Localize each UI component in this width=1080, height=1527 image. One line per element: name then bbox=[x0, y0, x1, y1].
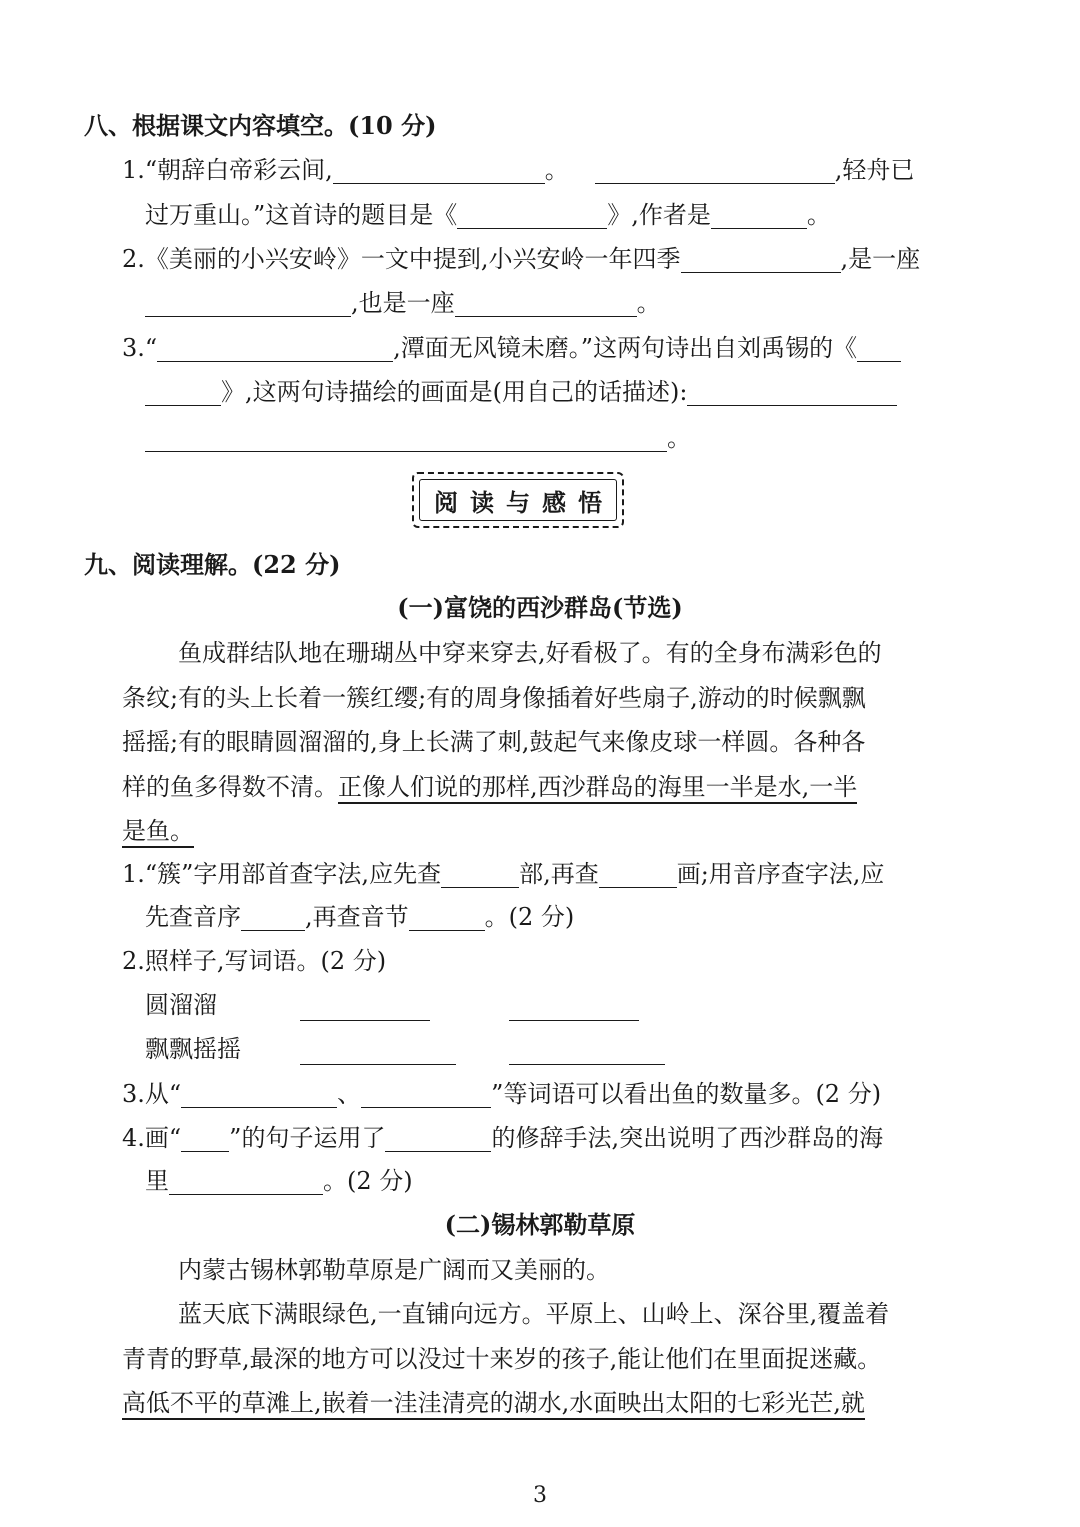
passage-2-title: (二)锡林郭勒草原 bbox=[444, 1210, 636, 1239]
s8-q1-text-c: ,轻舟已 bbox=[834, 156, 915, 184]
s8-q1-text-b: 。 bbox=[544, 156, 569, 184]
s8-q3-line3 bbox=[145, 420, 691, 456]
answer-blank[interactable] bbox=[385, 1125, 491, 1152]
underline-sample bbox=[181, 1125, 229, 1152]
s9-q2-example-2: 飘飘摇摇 bbox=[145, 1035, 241, 1063]
answer-blank[interactable] bbox=[509, 1038, 665, 1065]
s9-q1-text-f: 。(2 分) bbox=[484, 903, 575, 931]
s9-q3-text-b: 、 bbox=[337, 1080, 362, 1108]
passage-1-line bbox=[122, 813, 194, 849]
s9-q1-text-d: 先查音序 bbox=[145, 903, 241, 931]
underlined-sentence: 高低不平的草滩上,嵌着一洼洼清亮的湖水,水面映出太阳的七彩光芒,就 bbox=[122, 1389, 865, 1420]
passage-1-line: 鱼成群结队地在珊瑚丛中穿来穿去,好看极了。有的全身布满彩色的 bbox=[178, 639, 882, 667]
answer-blank[interactable] bbox=[300, 994, 430, 1021]
answer-blank[interactable] bbox=[300, 1038, 456, 1065]
s8-q1-text-e: 》,作者是 bbox=[607, 201, 711, 229]
s8-q1-line2 bbox=[145, 197, 831, 233]
s9-q2-example-1: 圆溜溜 bbox=[145, 991, 217, 1019]
passage-2-line: 内蒙古锡林郭勒草原是广阔而又美丽的。 bbox=[178, 1256, 610, 1284]
answer-blank[interactable] bbox=[157, 335, 393, 362]
page-number: 3 bbox=[533, 1483, 547, 1508]
s9-q4-text-b: ”的句子运用了 bbox=[229, 1124, 386, 1152]
s9-q1-line2 bbox=[145, 899, 574, 935]
passage-2-line bbox=[122, 1385, 865, 1421]
s8-q2-text-a: 2.《美丽的小兴安岭》一文中提到,小兴安岭一年四季 bbox=[122, 245, 681, 273]
passage-1-line: 摇摇;有的眼睛圆溜溜的,身上长满了刺,鼓起气来像皮球一样圆。各种各 bbox=[122, 728, 866, 756]
answer-blank[interactable] bbox=[409, 904, 485, 931]
s9-q4-text-d: 里 bbox=[145, 1167, 169, 1195]
answer-blank[interactable] bbox=[599, 861, 677, 888]
reading-section-banner bbox=[412, 472, 624, 528]
underlined-sentence: 正像人们说的那样,西沙群岛的海里一半是水,一半 bbox=[338, 773, 857, 804]
s8-q3-text-a: 3.“ bbox=[122, 334, 158, 362]
answer-blank[interactable] bbox=[455, 290, 637, 317]
answer-blank[interactable] bbox=[509, 994, 639, 1021]
s8-q3-line2 bbox=[145, 374, 897, 410]
passage-1-text: 样的鱼多得数不清。 bbox=[122, 773, 338, 801]
answer-blank[interactable] bbox=[711, 202, 807, 229]
s8-q1-text-d: 过万重山。”这首诗的题目是《 bbox=[145, 201, 458, 229]
s9-q2-title: 2.照样子,写词语。(2 分) bbox=[122, 947, 387, 975]
passage-2-line: 蓝天底下满眼绿色,一直铺向远方。平原上、山岭上、深谷里,覆盖着 bbox=[178, 1300, 890, 1328]
answer-blank[interactable] bbox=[145, 379, 221, 406]
answer-blank[interactable] bbox=[241, 904, 305, 931]
answer-blank[interactable] bbox=[361, 1081, 491, 1108]
s9-q1-line1 bbox=[122, 856, 884, 892]
s9-q3-text-a: 3.从“ bbox=[122, 1080, 182, 1108]
s8-q2-text-d: 。 bbox=[636, 289, 661, 317]
s9-q1-text-a: 1.“簇”字用部首查字法,应先查 bbox=[122, 860, 442, 888]
answer-blank[interactable] bbox=[857, 335, 901, 362]
passage-1-line: 条纹;有的头上长着一簇红缨;有的周身像插着好些扇子,游动的时候飘飘 bbox=[122, 684, 866, 712]
s9-q1-text-b: 部,再查 bbox=[519, 860, 599, 888]
s8-q3-text-b: ,潭面无风镜未磨。”这两句诗出自刘禹锡的《 bbox=[393, 334, 858, 362]
s9-q3-text-c: ”等词语可以看出鱼的数量多。(2 分) bbox=[491, 1080, 882, 1108]
banner-label: 阅读与感悟 bbox=[419, 479, 617, 521]
s9-q4-line2 bbox=[145, 1163, 413, 1199]
answer-blank[interactable] bbox=[169, 1168, 323, 1195]
answer-blank[interactable] bbox=[441, 861, 519, 888]
answer-blank[interactable] bbox=[687, 379, 897, 406]
section-9-title: 九、阅读理解。(22 分) bbox=[84, 550, 341, 579]
answer-blank[interactable] bbox=[681, 246, 841, 273]
s9-q4-text-e: 。(2 分) bbox=[323, 1167, 413, 1195]
s8-q2-line1 bbox=[122, 241, 920, 277]
answer-blank[interactable] bbox=[145, 425, 667, 452]
s9-q4-text-c: 的修辞手法,突出说明了西沙群岛的海 bbox=[491, 1124, 884, 1152]
section-8-title: 八、根据课文内容填空。(10 分) bbox=[84, 111, 437, 140]
s8-q1-line1 bbox=[122, 152, 914, 188]
passage-2-line: 青青的野草,最深的地方可以没过十来岁的孩子,能让他们在里面捉迷藏。 bbox=[122, 1345, 882, 1373]
s9-q1-text-e: ,再查音节 bbox=[305, 903, 409, 931]
s9-q3-line bbox=[122, 1076, 881, 1112]
answer-blank[interactable] bbox=[145, 290, 351, 317]
s8-q2-text-b: ,是一座 bbox=[840, 245, 921, 273]
s9-q1-text-c: 画;用音序查字法,应 bbox=[676, 860, 885, 888]
answer-blank[interactable] bbox=[181, 1081, 337, 1108]
s8-q1-text-f: 。 bbox=[806, 201, 831, 229]
answer-blank[interactable] bbox=[595, 157, 835, 184]
s9-q4-line1 bbox=[122, 1120, 883, 1156]
passage-1-title: (一)富饶的西沙群岛(节选) bbox=[397, 593, 683, 622]
answer-blank[interactable] bbox=[333, 157, 545, 184]
s8-q3-text-d: 。 bbox=[667, 424, 691, 452]
answer-blank[interactable] bbox=[457, 202, 607, 229]
s8-q3-text-c: 》,这两句诗描绘的画面是(用自己的话描述): bbox=[221, 378, 688, 406]
s9-q4-text-a: 4.画“ bbox=[122, 1124, 182, 1152]
passage-1-line bbox=[122, 769, 857, 805]
s8-q2-text-c: ,也是一座 bbox=[351, 289, 455, 317]
s8-q2-line2 bbox=[145, 285, 661, 321]
s8-q3-line1 bbox=[122, 330, 901, 366]
s8-q1-text-a: 1.“朝辞白帝彩云间, bbox=[122, 156, 333, 184]
underlined-sentence: 是鱼。 bbox=[122, 817, 194, 848]
